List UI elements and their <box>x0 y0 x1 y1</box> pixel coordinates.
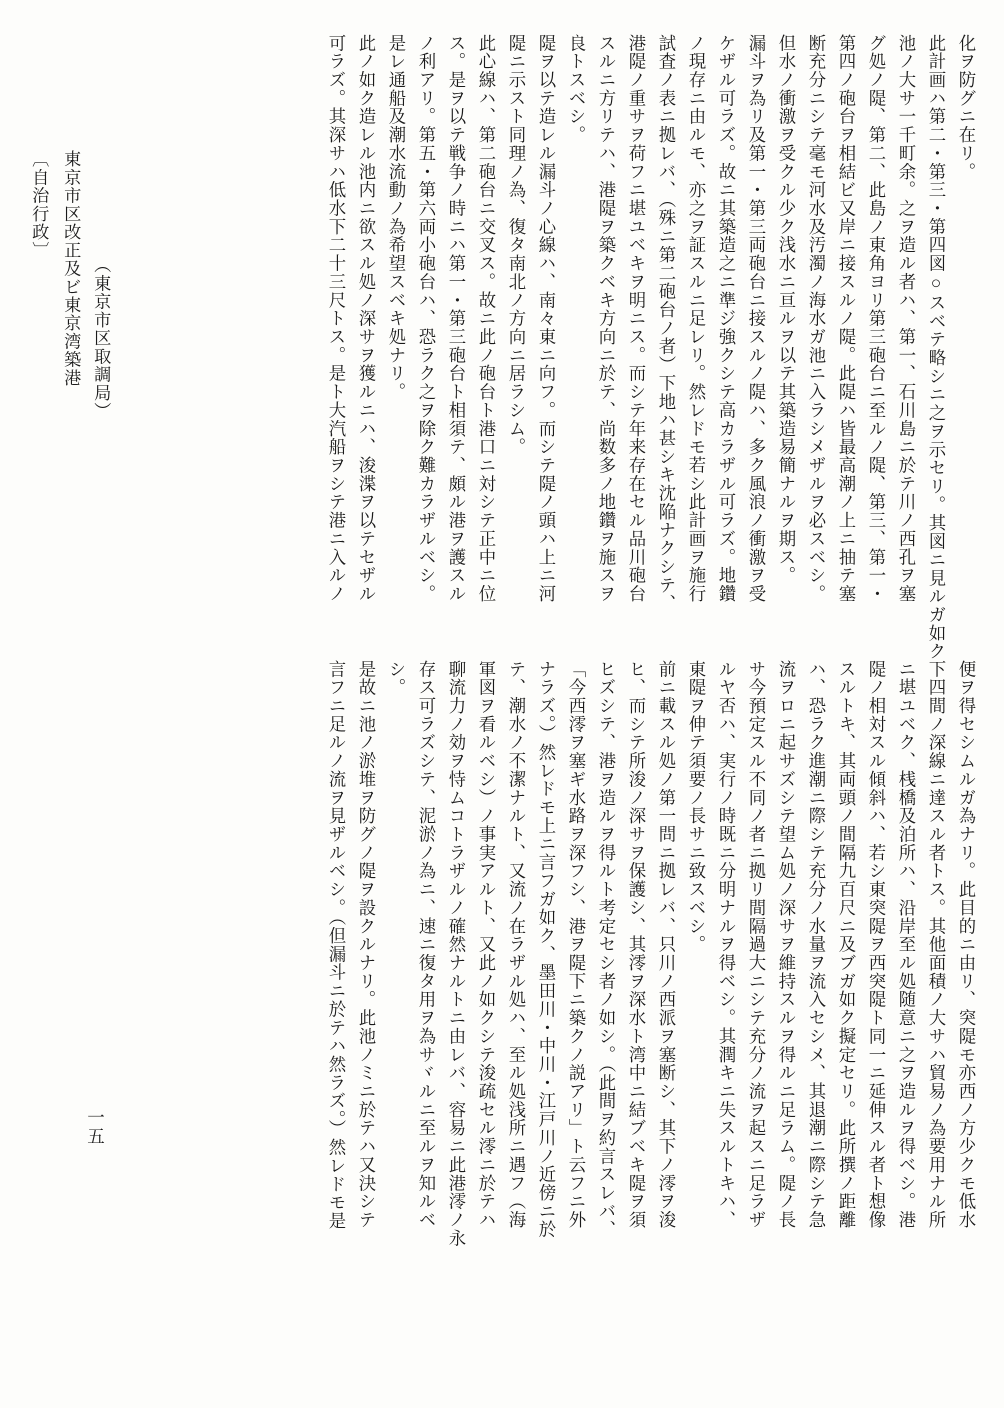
text-column: 可ラズ。其深サハ低水下二十三尺トス。是ト大汽船ヲシテ港ニ入ルノ <box>326 34 346 604</box>
text-column: 前ニ載スル処ノ第一問ニ拠レバ、只川ノ西派ヲ塞断シ、其下ノ澪ヲ浚 <box>656 660 676 1230</box>
text-column: ニ堪ユベク、桟橋及泊所ハ、沿岸至ル処随意ニ之ヲ造ルヲ得ベシ。港 <box>896 660 916 1230</box>
text-column: 良トスベシ。 <box>566 34 586 145</box>
text-column: 漏斗ヲ為リ及第一・第三両砲台ニ接スルノ隄ハ、多ク風浪ノ衝激ヲ受 <box>746 34 766 604</box>
text-column: ルヤ否ハ、実行ノ時既ニ分明ナルヲ得ベシ。其潤キニ失スルトキハ、 <box>716 660 736 1230</box>
text-column: 池ノ大サ一千町余。之ヲ造ル者ハ、第一、石川島ニ於テ川ノ西孔ヲ塞 <box>896 34 916 604</box>
text-column: 化ヲ防グニ在リ。 <box>956 34 976 181</box>
text-column: 流ヲロニ起サズシテ望ム処ノ深サヲ維持スルヲ得ルニ足ラム。隄ノ長 <box>776 660 796 1230</box>
page-number: 一五 <box>85 1108 106 1146</box>
text-column: ノ現存ニ由ルモ、亦之ヲ証スルニ足レリ。然レドモ若シ此計画ヲ施行 <box>686 34 706 604</box>
text-column: ハ、恐ラク進潮ニ際シテ充分ノ水量ヲ流入セシメ、其退潮ニ際シテ急 <box>806 660 826 1230</box>
text-column: 東隄ヲ伸テ須要ノ長サニ致スベシ。 <box>686 660 706 954</box>
text-column: ヒ、而シテ所浚ノ深サヲ保護シ、其澪ヲ深水ト湾中ニ結ブベキ隄ヲ須 <box>626 660 646 1230</box>
text-column: サ今預定スル不同ノ者ニ拠リ間隔過大ニシテ充分ノ流ヲ起スニ足ラザ <box>746 660 766 1230</box>
text-column: 隄ノ相対スル傾斜ハ、若シ東突隄ヲ西突隄ト同一ニ延伸スル者ト想像 <box>866 660 886 1230</box>
text-column: ス。是ヲ以テ戦争ノ時ニハ第一・第三砲台ト相須テ、頗ル港ヲ護スル <box>446 34 466 604</box>
text-column: 断充分ニシテ毫モ河水及汚濁ノ海水ガ池ニ入ラシメザルヲ必スベシ。 <box>806 34 826 604</box>
text-column: 是故ニ池ノ淤堆ヲ防グノ隄ヲ設クルナリ。此池ノミニ於テハ又決シテ <box>356 660 376 1230</box>
text-column: 下四間ノ深線ニ達スル者トス。其他面積ノ大サハ貿易ノ為要用ナル所 <box>926 660 946 1230</box>
text-column: 此計画ハ第二・第三・第四図○スベテ略シニ之ヲ示セリ。其図ニ見ルガ如ク <box>926 34 946 661</box>
text-column: 第四ノ砲台ヲ相結ビ又岸ニ接スルノ隄。此隄ハ皆最高潮ノ上ニ抽テ塞 <box>836 34 856 604</box>
text-column: 是レ通船及潮水流動ノ為希望スベキ処ナリ。 <box>386 34 406 402</box>
text-column: 此ノ如ク造レル池内ニ欲スル処ノ深サヲ獲ルニハ、浚渫ヲ以テセザル <box>356 34 376 604</box>
text-column: 但水ノ衝激ヲ受クル少ク浅水ニ亘ルヲ以テ其築造易簡ナルヲ期ス。 <box>776 34 796 585</box>
text-column: スルトキ、其両頭ノ間隔九百尺ニ及ブガ如ク擬定セリ。此所撰ノ距離 <box>836 660 856 1230</box>
text-column: 港隄ノ重サヲ荷フニ堪ユベキヲ明ニス。而シテ年来存在セル品川砲台 <box>626 34 646 604</box>
text-column: 聊流力ノ効ヲ恃ムコトラザルノ確然ナルトニ由レバ、容易ニ此港澪ノ永 <box>446 660 466 1248</box>
text-column: 隄ヲ以テ造レル漏斗ノ心線ハ、南々東ニ向フ。而シテ隄ノ頭ハ上ニ河 <box>536 34 556 604</box>
text-column: スルニ方リテハ、港隄ヲ築クベキ方向ニ於テ、尚数多ノ地鑽ヲ施スヲ <box>596 34 616 604</box>
text-column: 便ヲ得セシムルガ為ナリ。此目的ニ由リ、突隄モ亦西ノ方少クモ低水 <box>956 660 976 1230</box>
footer-bracket-label: 〔自治行政〕 <box>29 150 49 260</box>
lower-text-block <box>194 660 974 1280</box>
text-column: ヒズシテ、港ヲ造ルヲ得ルト考定セシ者ノ如シ。（此間ヲ約言スレバ、 <box>596 660 616 1239</box>
text-column: グ処ノ隄、第二、此島ノ東角ヨリ第三砲台ニ至ルノ隄、第三、第一・ <box>866 34 886 604</box>
text-column: テ、潮水ノ不潔ナルト、又流ノ在ラザル処ハ、至ル処浅所ニ遇フ（海 <box>506 660 526 1230</box>
text-column: 言フニ足ルノ流ヲ見ザルベシ。（但漏斗ニ於テハ然ラズ。）然レドモ是 <box>326 660 346 1231</box>
text-column: ナラズ。）然レドモ上ニ言フガ如ク、墨田川・中川・江戸川ノ近傍ニ於 <box>536 660 556 1239</box>
footer-source: （東京市区取調局） <box>91 256 111 421</box>
text-column: ノ利アリ。第五・第六両小砲台ハ、恐ラク之ヲ除ク難カラザルベシ。 <box>416 34 436 604</box>
text-column: 隄ニ示スト同理ノ為、復タ南北ノ方向ニ居ラシム。 <box>506 34 526 457</box>
text-column: 「今西澪ヲ塞ギ水路ヲ深フシ、港ヲ隄下ニ築クノ説アリ」ト云フニ外 <box>566 660 586 1230</box>
text-column: 軍図ヲ看ルベシ）ノ事実アルト、又此ノ如クシテ浚疏セル澪ニ於テハ <box>476 660 496 1230</box>
text-column: 此心線ハ、第二砲台ニ交叉ス。故ニ此ノ砲台ト港口ニ対シテ正中ニ位 <box>476 34 496 604</box>
footer-title: 東京市区改正及ビ東京湾築港 <box>61 150 81 388</box>
upper-text-block <box>234 34 976 661</box>
text-column: 存ス可ラズシテ、泥淤ノ為ニ、速ニ復タ用ヲ為サヾルニ至ルヲ知ルベ <box>416 660 436 1230</box>
text-column: シ。 <box>386 660 406 697</box>
text-column: ケザル可ラズ。故ニ其築造之ニ準ジ強クシテ高カラザル可ラズ。地鑽 <box>716 34 736 604</box>
text-column: 試査ノ表ニ拠レバ、（殊ニ第二砲台ノ者）下地ハ甚シキ沈陥ナクシテ、 <box>656 34 676 613</box>
